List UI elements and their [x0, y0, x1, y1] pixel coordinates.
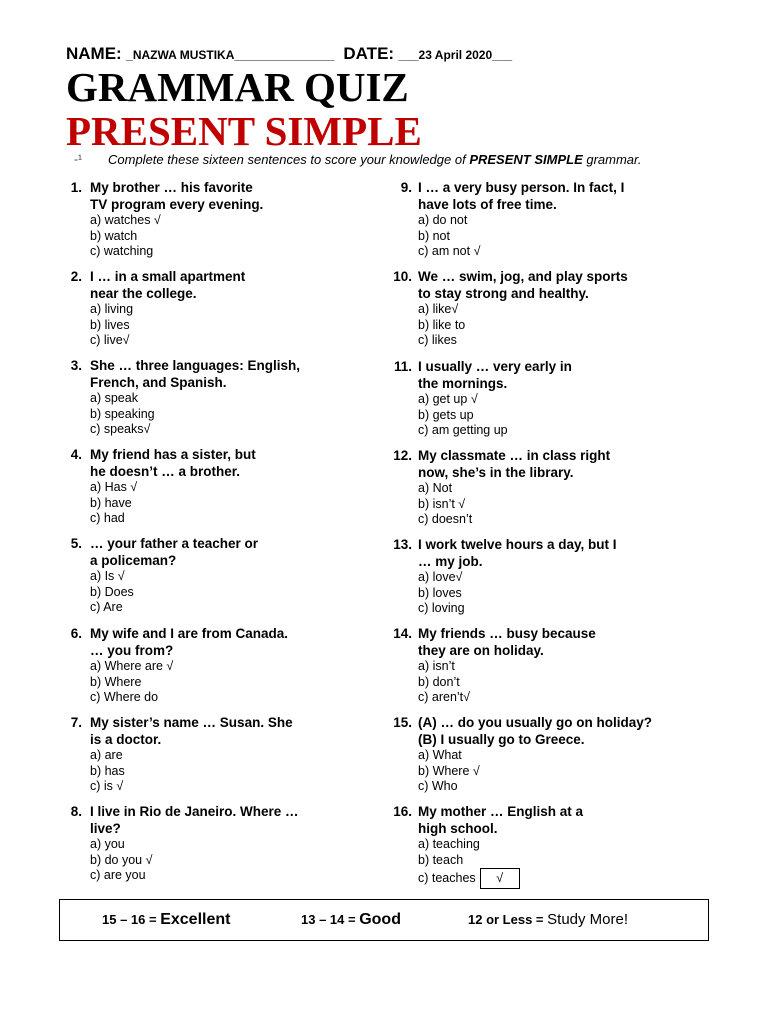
answer-option-text: c) loving: [418, 601, 465, 615]
answer-check-box: √: [480, 868, 520, 889]
answer-options: [418, 570, 465, 617]
answer-option-text: c) aren’t√: [418, 690, 471, 704]
question-line: live?: [90, 821, 121, 836]
question-number: 15.: [393, 715, 412, 730]
answer-option: [418, 570, 465, 586]
question-line: high school.: [418, 821, 498, 836]
question-line: they are on holiday.: [418, 643, 544, 658]
name-label: NAME:: [66, 44, 122, 63]
answer-option: [90, 391, 155, 407]
question-number: 11.: [393, 359, 412, 374]
question-line: TV program every evening.: [90, 197, 264, 212]
answer-options: [418, 659, 470, 706]
question-text: [90, 179, 380, 213]
score-study-more: [468, 911, 628, 928]
answer-option: [90, 748, 125, 764]
answer-option: [90, 422, 155, 438]
answer-options: [90, 213, 161, 260]
answer-option: [418, 318, 465, 334]
question-text: [90, 357, 380, 391]
question-line: My wife and I are from Canada.: [90, 626, 289, 641]
answer-options: [90, 391, 155, 438]
score-range-2: 13 – 14 =: [301, 912, 356, 927]
question-line: … my job.: [418, 554, 483, 569]
question-line: I … in a small apartment: [90, 269, 246, 284]
answer-option: [90, 659, 173, 675]
instructions-end: grammar.: [582, 152, 642, 167]
answer-option: [90, 213, 161, 229]
answer-option-text: a) isn’t: [418, 659, 455, 673]
question-number: 4.: [70, 447, 82, 462]
question-text: [90, 268, 380, 302]
question-number: 13.: [393, 537, 412, 552]
answer-option: [90, 318, 133, 334]
question-text: [418, 268, 708, 302]
answer-option: [90, 690, 173, 706]
answer-options: [418, 748, 480, 795]
score-box: [59, 899, 709, 941]
answer-option: [418, 481, 472, 497]
question-line: I work twelve hours a day, but I: [418, 537, 617, 552]
answer-option-text: b) do you √: [90, 852, 153, 867]
answer-option-text: a) do not: [418, 213, 468, 227]
question-text: [90, 535, 380, 569]
answer-option-text: b) don’t: [418, 674, 460, 689]
answer-option: [418, 408, 508, 424]
answer-option: [418, 601, 465, 617]
answer-option: [418, 837, 520, 853]
answer-option-text: c) teaches: [418, 870, 476, 885]
question-line: a policeman?: [90, 553, 177, 568]
question-line: have lots of free time.: [418, 197, 557, 212]
answer-option-text: c) doesn’t: [418, 512, 473, 526]
question-number: 9.: [400, 180, 412, 195]
answer-option: [418, 302, 465, 318]
answer-option: [90, 853, 152, 869]
question-line: to stay strong and healthy.: [418, 286, 589, 301]
score-label-study-more: Study More!: [547, 911, 629, 928]
answer-option-text: b) have: [90, 495, 132, 510]
answer-option-text: a) Is √: [90, 569, 125, 583]
question-text: [90, 803, 380, 837]
name-date-row: [66, 44, 512, 64]
question-line: I usually … very early in: [418, 359, 572, 374]
answer-options: [418, 837, 520, 889]
answer-option-text: b) speaking: [90, 406, 155, 421]
question-line: She … three languages: English,: [90, 358, 301, 373]
question-line: (A) … do you usually go on holiday?: [418, 715, 652, 730]
question-text: [90, 625, 380, 659]
question-text: [418, 536, 708, 570]
answer-option: [418, 675, 470, 691]
answer-options: [418, 481, 472, 528]
answer-option: [418, 423, 508, 439]
answer-option: [418, 229, 480, 245]
answer-option: [90, 511, 137, 527]
instruction-marker: -¹: [74, 152, 82, 166]
answer-option: [418, 213, 480, 229]
answer-option-text: c) live√: [90, 333, 130, 347]
question-line: now, she’s in the library.: [418, 465, 574, 480]
answer-option-text: b) has: [90, 763, 125, 778]
answer-options: [90, 569, 134, 616]
answer-option-text: a) are: [90, 748, 123, 762]
question-line: My classmate … in class right: [418, 448, 611, 463]
answer-option-text: b) isn’t √: [418, 496, 466, 511]
answer-option: [418, 764, 480, 780]
score-good: [301, 911, 401, 929]
answer-option: [90, 407, 155, 423]
answer-options: [90, 837, 152, 884]
answer-option-text: a) love√: [418, 570, 463, 584]
question-line: … you from?: [90, 643, 174, 658]
instructions-bold: PRESENT SIMPLE: [469, 152, 583, 167]
question-number: 8.: [70, 804, 82, 819]
answer-options: [418, 213, 480, 260]
answer-option-text: c) Where do: [90, 690, 159, 704]
score-range-3: 12 or Less =: [468, 912, 544, 927]
answer-option: [90, 585, 134, 601]
question-number: 3.: [70, 358, 82, 373]
answer-option: [90, 675, 173, 691]
answer-option: [418, 392, 508, 408]
answer-options: [90, 748, 125, 795]
question-line: We … swim, jog, and play sports: [418, 269, 628, 284]
answer-option: [90, 837, 152, 853]
answer-option-text: a) get up √: [418, 392, 478, 406]
answer-option: [90, 779, 125, 795]
answer-option: [90, 868, 152, 884]
answer-option: [418, 659, 470, 675]
date-label: DATE:: [343, 44, 395, 63]
answer-option-text: c) are you: [90, 868, 146, 882]
answer-option-text: a) speak: [90, 391, 138, 405]
score-range-1: 15 – 16 =: [102, 912, 157, 927]
question-number: 2.: [70, 269, 82, 284]
answer-options: [90, 659, 173, 706]
question-text: [418, 625, 708, 659]
name-value: _NAZWA MUSTIKA_______________: [126, 48, 335, 62]
answer-option-text: c) am not √: [418, 244, 481, 258]
question-text: [90, 446, 380, 480]
question-text: [90, 714, 380, 748]
answer-option: [418, 748, 480, 764]
answer-option: [90, 496, 137, 512]
question-number: 1.: [70, 180, 82, 195]
question-number: 5.: [70, 536, 82, 551]
answer-option-text: c) Who: [418, 779, 458, 793]
answer-option: [90, 229, 161, 245]
question-number: 12.: [393, 448, 412, 463]
question-number: 6.: [70, 626, 82, 641]
answer-options: [418, 392, 508, 439]
answer-option: [418, 779, 480, 795]
answer-option-text: a) Where are √: [90, 659, 174, 673]
answer-option: [418, 244, 480, 260]
answer-option: [90, 333, 133, 349]
answer-option-text: b) Does: [90, 584, 134, 599]
answer-option-text: b) Where: [90, 674, 142, 689]
question-line: is a doctor.: [90, 732, 162, 747]
question-line: My friends … busy because: [418, 626, 596, 641]
answer-option: [418, 586, 465, 602]
answer-options: [418, 302, 465, 349]
question-line: French, and Spanish.: [90, 375, 227, 390]
question-text: [418, 803, 708, 837]
answer-option-text: c) had: [90, 511, 125, 525]
question-line: … your father a teacher or: [90, 536, 259, 551]
answer-option-text: c) Are: [90, 600, 123, 614]
answer-option-text: c) am getting up: [418, 423, 508, 437]
answer-option-text: c) is √: [90, 779, 124, 793]
answer-options: [90, 480, 137, 527]
question-number: 16.: [393, 804, 412, 819]
answer-option-text: b) lives: [90, 317, 130, 332]
instructions-text: Complete these sixteen sentences to score your knowledge of: [108, 152, 470, 167]
page-subtitle: PRESENT SIMPLE: [66, 108, 422, 154]
answer-option-text: c) likes: [418, 333, 457, 347]
answer-option-text: a) you: [90, 837, 125, 851]
answer-option-text: b) loves: [418, 585, 462, 600]
answer-option: [418, 512, 472, 528]
question-line: My friend has a sister, but: [90, 447, 256, 462]
answer-option-text: b) not: [418, 228, 450, 243]
answer-option: [90, 569, 134, 585]
question-line: (B) I usually go to Greece.: [418, 732, 585, 747]
answer-option-text: a) living: [90, 302, 134, 316]
question-number: 10.: [393, 269, 412, 284]
score-label-good: Good: [359, 911, 401, 928]
question-number: 7.: [70, 715, 82, 730]
question-text: [418, 358, 708, 392]
question-line: the mornings.: [418, 376, 508, 391]
answer-option-text: b) watch: [90, 228, 138, 243]
answer-option-text: b) like to: [418, 317, 466, 332]
answer-option-text: c) watching: [90, 244, 154, 258]
answer-option: [90, 244, 161, 260]
question-line: My sister’s name … Susan. She: [90, 715, 293, 730]
answer-option: [418, 690, 470, 706]
answer-option-text: b) gets up: [418, 407, 474, 422]
score-label-excellent: Excellent: [160, 911, 231, 928]
question-line: he doesn’t … a brother.: [90, 464, 241, 479]
answer-options: [90, 302, 133, 349]
answer-option: [90, 302, 133, 318]
score-excellent: [102, 911, 230, 929]
question-line: near the college.: [90, 286, 197, 301]
answer-option-text: a) Has √: [90, 480, 138, 494]
answer-option: [418, 853, 520, 869]
question-line: I live in Rio de Janeiro. Where …: [90, 804, 299, 819]
answer-option-text: b) teach: [418, 852, 464, 867]
answer-option: [418, 333, 465, 349]
answer-option-text: b) Where √: [418, 763, 480, 778]
question-text: [418, 179, 708, 213]
answer-option: [90, 480, 137, 496]
question-line: I … a very busy person. In fact, I: [418, 180, 625, 195]
answer-option-text: a) like√: [418, 302, 459, 316]
answer-option-text: a) What: [418, 748, 462, 762]
answer-option: [90, 764, 125, 780]
answer-option: [418, 497, 472, 513]
answer-option-text: a) watches √: [90, 213, 161, 227]
question-line: My brother … his favorite: [90, 180, 253, 195]
answer-option-text: a) Not: [418, 481, 453, 495]
date-value: ___23 April 2020___: [398, 48, 513, 62]
answer-option-text: c) speaks√: [90, 422, 151, 436]
question-text: [418, 714, 708, 748]
question-number: 14.: [393, 626, 412, 641]
question-text: [418, 447, 708, 481]
answer-option: [418, 868, 520, 889]
instructions: [108, 152, 642, 167]
answer-option: [90, 600, 134, 616]
page-title: GRAMMAR QUIZ: [66, 64, 409, 110]
answer-option-text: a) teaching: [418, 837, 480, 851]
question-line: My mother … English at a: [418, 804, 584, 819]
